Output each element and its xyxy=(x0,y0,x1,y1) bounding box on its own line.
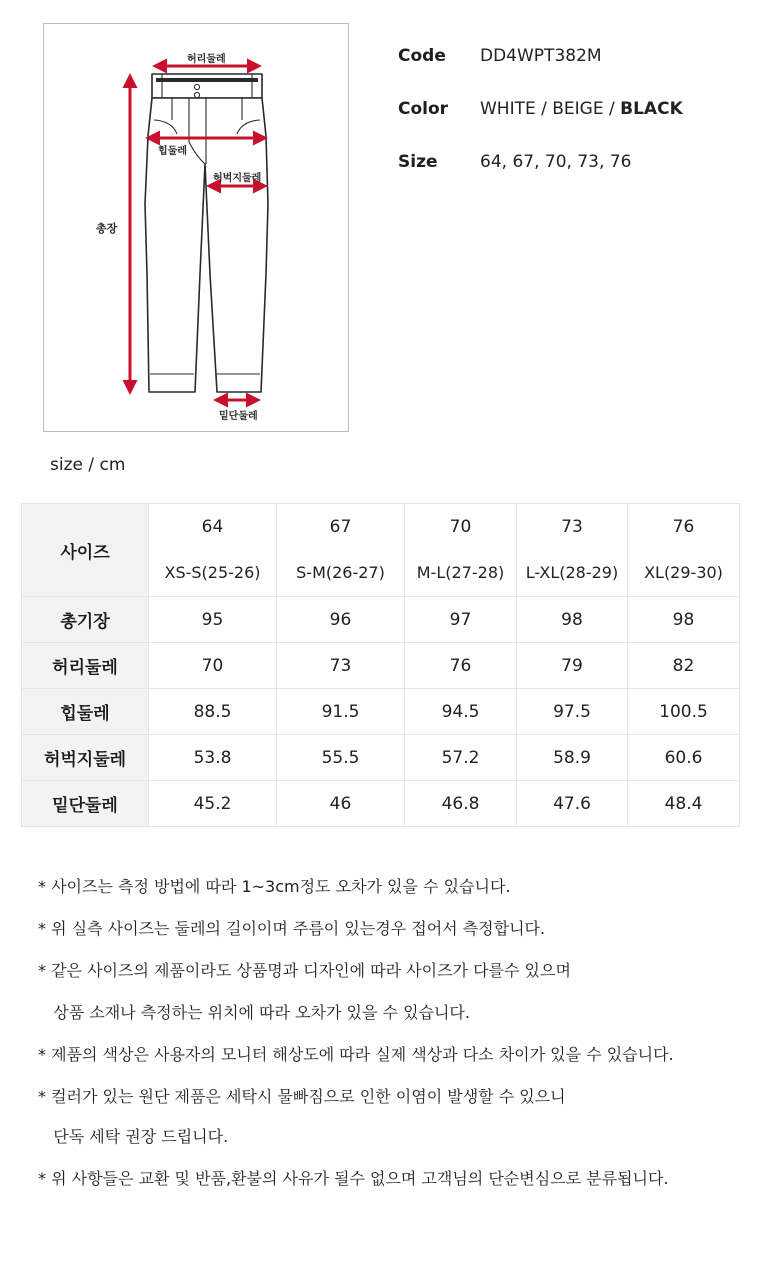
note-line: * 컬러가 있는 원단 제품은 세탁시 물빠짐으로 인한 이염이 발생할 수 있으니 xyxy=(38,1087,566,1106)
table-cell: 82 xyxy=(628,643,740,689)
table-cell: 46 xyxy=(277,781,405,827)
note-line: * 사이즈는 측정 방법에 따라 1~3cm정도 오차가 있을 수 있습니다. xyxy=(38,877,511,896)
size-header-cell xyxy=(628,504,740,597)
table-cell: 55.5 xyxy=(277,735,405,781)
spec-color-key: Color xyxy=(398,99,449,119)
size-code: M-L(27-28) xyxy=(416,563,505,582)
pants-measurement-diagram xyxy=(43,23,349,432)
note-line: 상품 소재나 측정하는 위치에 따라 오차가 있을 수 있습니다. xyxy=(38,1003,470,1022)
thigh-label: 허벅지둘레 xyxy=(213,173,262,184)
spec-size-key: Size xyxy=(398,152,438,172)
table-cell: 96 xyxy=(277,597,405,643)
size-number: 67 xyxy=(329,517,352,537)
row-label: 허리둘레 xyxy=(22,643,149,689)
table-cell: 48.4 xyxy=(628,781,740,827)
size-code: XS-S(25-26) xyxy=(164,563,261,582)
table-cell: 73 xyxy=(277,643,405,689)
size-number: 64 xyxy=(201,517,224,537)
note-line: * 위 실측 사이즈는 둘레의 길이이며 주름이 있는경우 접어서 측정합니다. xyxy=(38,919,546,938)
table-cell: 58.9 xyxy=(517,735,628,781)
unit-label: size / cm xyxy=(50,455,126,475)
pants-illustration xyxy=(44,24,350,433)
note-line: * 위 사항들은 교환 및 반품,환불의 사유가 될수 없으며 고객님의 단순변심으로 분류됩니다. xyxy=(38,1169,669,1188)
row-label: 허벅지둘레 xyxy=(22,735,149,781)
note-line: 단독 세탁 권장 드립니다. xyxy=(38,1127,229,1146)
row-label: 총기장 xyxy=(22,597,149,643)
table-cell: 70 xyxy=(149,643,277,689)
table-cell: 91.5 xyxy=(277,689,405,735)
table-cell: 88.5 xyxy=(149,689,277,735)
table-row xyxy=(22,781,740,827)
spec-size-value: 64, 67, 70, 73, 76 xyxy=(480,152,632,172)
table-cell: 47.6 xyxy=(517,781,628,827)
table-cell: 94.5 xyxy=(405,689,517,735)
table-cell: 95 xyxy=(149,597,277,643)
spec-color-value xyxy=(480,99,683,119)
waist-label: 허리둘레 xyxy=(187,54,226,65)
size-header-cell xyxy=(517,504,628,597)
table-cell: 76 xyxy=(405,643,517,689)
note-line: * 같은 사이즈의 제품이라도 상품명과 디자인에 따라 사이즈가 다를수 있으며 xyxy=(38,961,571,980)
table-cell: 97.5 xyxy=(517,689,628,735)
table-cell: 60.6 xyxy=(628,735,740,781)
table-cell: 45.2 xyxy=(149,781,277,827)
note-line: * 제품의 색상은 사용자의 모니터 해상도에 따라 실제 색상과 다소 차이가 있을 수 있습니다. xyxy=(38,1045,674,1064)
table-cell: 100.5 xyxy=(628,689,740,735)
table-cell: 57.2 xyxy=(405,735,517,781)
table-row xyxy=(22,597,740,643)
row-label: 힙둘레 xyxy=(22,689,149,735)
size-table xyxy=(21,503,740,827)
spec-code-value: DD4WPT382M xyxy=(480,46,602,66)
hem-label: 밑단둘레 xyxy=(219,411,258,422)
size-number: 76 xyxy=(672,517,695,537)
table-cell: 46.8 xyxy=(405,781,517,827)
size-header-label: 사이즈 xyxy=(22,504,149,597)
size-code: L-XL(28-29) xyxy=(525,563,619,582)
hip-label: 힙둘레 xyxy=(158,146,187,157)
table-cell: 98 xyxy=(628,597,740,643)
table-row xyxy=(22,643,740,689)
size-header-cell xyxy=(405,504,517,597)
table-cell: 79 xyxy=(517,643,628,689)
size-header-cell xyxy=(149,504,277,597)
table-cell: 97 xyxy=(405,597,517,643)
table-row xyxy=(22,735,740,781)
table-cell: 98 xyxy=(517,597,628,643)
spec-code-key: Code xyxy=(398,46,446,66)
size-header-cell xyxy=(277,504,405,597)
size-number: 70 xyxy=(449,517,472,537)
table-cell: 53.8 xyxy=(149,735,277,781)
size-header-row xyxy=(22,504,740,597)
table-row xyxy=(22,689,740,735)
size-code: XL(29-30) xyxy=(644,563,723,582)
size-code: S-M(26-27) xyxy=(296,563,385,582)
spec-color-value-regular: WHITE / BEIGE / xyxy=(480,99,621,119)
length-label: 총장 xyxy=(96,222,118,235)
row-label: 밑단둘레 xyxy=(22,781,149,827)
spec-color-value-bold: BLACK xyxy=(620,99,683,119)
size-number: 73 xyxy=(561,517,583,537)
